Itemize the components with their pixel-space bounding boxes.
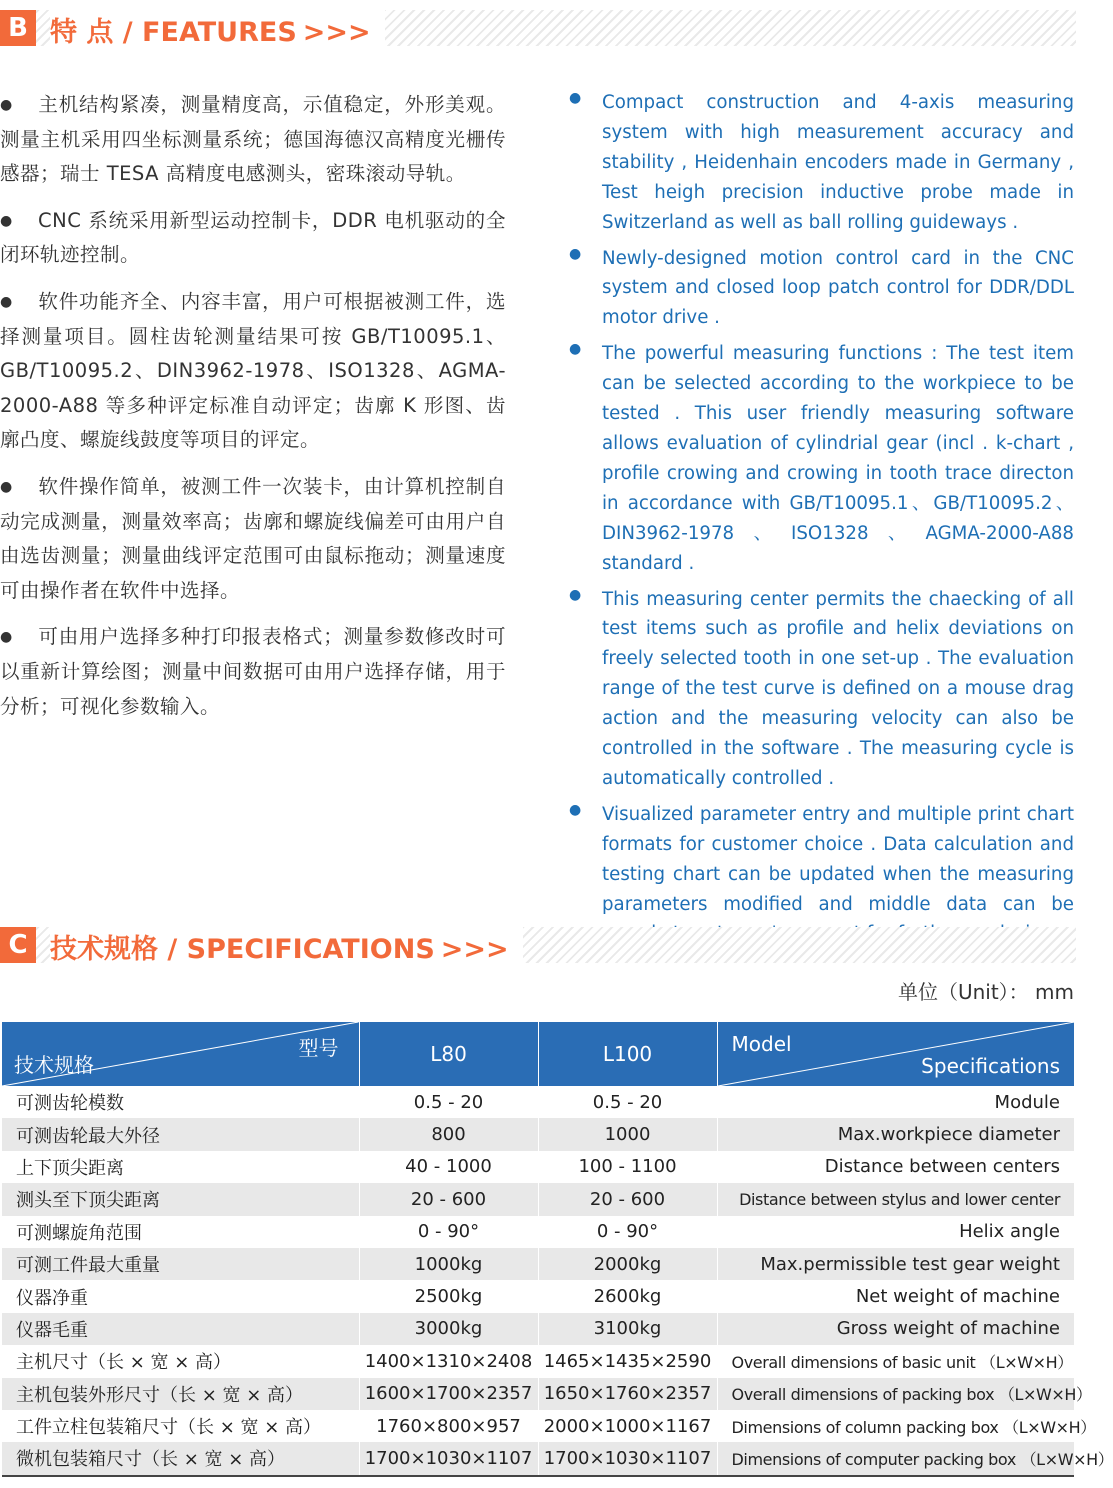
header-cn-diagonal-cell [2,1022,359,1086]
feature-cn-text: 软件操作简单，被测工件一次装卡，由计算机控制自动完成测量，测量效率高；齿廓和螺旋线偏差可由用户自由选齿测量；测量曲线评定范围可由鼠标拖动；测量速度可由操作者在软件中选择。 [0,474,506,602]
spec-l80: 0 - 90° [359,1216,538,1248]
spec-l100: 2000kg [538,1248,717,1280]
spec-en: Distance between stylus and lower center [717,1183,1074,1215]
feature-en-item [566,88,1074,238]
specs-title-arrows: >>> [440,934,509,965]
feature-en-item [566,244,1074,334]
feature-en-item [566,339,1074,578]
unit-label: 单位（Unit）： mm [897,980,1074,1004]
spec-cn: 仪器毛重 [2,1313,359,1345]
specs-section-header [0,927,1076,963]
feature-cn-text: 可由用户选择多种打印报表格式；测量参数修改时可以重新计算绘图；测量中间数据可由用户选择存储，用于分析；可视化参数输入。 [0,625,506,718]
table-row [2,1183,1074,1215]
spec-l100: 1700×1030×1107 [538,1442,717,1475]
spec-en: Overall dimensions of packing box （L×W×H） [717,1378,1074,1410]
table-row [2,1280,1074,1312]
table-row [2,1313,1074,1345]
spec-l100: 100 - 1100 [538,1151,717,1183]
spec-l100: 3100kg [538,1313,717,1345]
spec-en: Overall dimensions of basic unit （L×W×H） [717,1345,1074,1377]
spec-l80: 1600×1700×2357 [359,1378,538,1410]
features-chinese-column [0,88,506,736]
bullet-icon: ● [0,212,13,229]
spec-cn: 可测齿轮模数 [2,1086,359,1118]
spec-l80: 800 [359,1118,538,1150]
feature-cn-item [0,620,506,724]
bullet-icon: ● [569,586,582,603]
spec-l100: 1650×1760×2357 [538,1378,717,1410]
header-en-diagonal-cell [717,1022,1074,1086]
bullet-icon: ● [0,97,13,113]
spec-l100: 1465×1435×2590 [538,1345,717,1377]
header-specs-en: Specifications [921,1054,1060,1078]
spec-l100: 1000 [538,1118,717,1150]
spec-cn: 工件立柱包装箱尺寸（长 × 宽 × 高） [2,1410,359,1442]
spec-cn: 可测螺旋角范围 [2,1216,359,1248]
spec-l100: 20 - 600 [538,1183,717,1215]
bullet-icon: ● [569,90,582,106]
feature-en-item [566,585,1074,794]
spec-l80: 2500kg [359,1280,538,1312]
header-specs-cn: 技术规格 [14,1053,94,1077]
bullet-icon: ● [569,341,582,358]
table-row [2,1248,1074,1280]
spec-en: Helix angle [717,1216,1074,1248]
spec-en: Net weight of machine [717,1280,1074,1312]
specs-section-letter: C [0,927,36,963]
table-row [2,1216,1074,1248]
feature-en-text: Compact construction and 4-axis measuring system with high measurement accuracy and stability , Heidenhain encoders made in Germany , Test heigh precision inductive probe made in Switzerland as well as ball rolling guideways . [602,92,1074,233]
feature-cn-item [0,88,506,192]
spec-cn: 上下顶尖距离 [2,1151,359,1183]
spec-l80: 1000kg [359,1248,538,1280]
bullet-icon: ● [569,801,582,818]
spec-en: Max.workpiece diameter [717,1118,1074,1150]
spec-cn: 仪器净重 [2,1280,359,1312]
features-title-arrows: >>> [302,17,371,48]
spec-l80: 3000kg [359,1313,538,1345]
features-section-title [50,10,385,46]
header-model-en: Model [731,1032,792,1056]
spec-cn: 微机包装箱尺寸（长 × 宽 × 高） [2,1442,359,1475]
table-row [2,1410,1074,1442]
spec-l100: 2000×1000×1167 [538,1410,717,1442]
table-header-row [2,1022,1074,1086]
spec-l80: 1760×800×957 [359,1410,538,1442]
spec-l80: 1700×1030×1107 [359,1442,538,1475]
spec-cn: 主机尺寸（长 × 宽 × 高） [2,1345,359,1377]
header-l80: L80 [359,1022,538,1086]
specifications-table [2,1022,1113,1477]
bullet-icon: ● [0,478,13,495]
spec-l100: 2600kg [538,1280,717,1312]
bullet-icon: ● [569,245,582,262]
feature-cn-text: 软件功能齐全、内容丰富，用户可根据被测工件，选择测量项目。圆柱齿轮测量结果可按 GB/T10095.1、GB/T10095.2、DIN3962-1978、ISO1328、AGMA-2000-A88 等多种评定标准自动评定；齿廓 K 形图、齿廓凸度、螺旋线鼓度等项目的评定。 [0,289,506,452]
table-row [2,1151,1074,1183]
features-english-column [566,88,1074,955]
spec-en: Dimensions of column packing box （L×W×H） [717,1410,1074,1442]
features-title-text: 特 点 / FEATURES [50,17,297,48]
header-l100: L100 [538,1022,717,1086]
spec-l80: 0.5 - 20 [359,1086,538,1118]
spec-l100: 0.5 - 20 [538,1086,717,1118]
spec-l80: 1400×1310×2408 [359,1345,538,1377]
feature-cn-text: 主机结构紧凑，测量精度高，示值稳定，外形美观。测量主机采用四坐标测量系统；德国海德汉高精度光栅传感器；瑞士 TESA 高精度电感测头，密珠滚动导轨。 [0,93,506,186]
table-row [2,1118,1074,1150]
feature-cn-item [0,204,506,273]
table-row [2,1345,1074,1377]
header-model-cn: 型号 [298,1036,339,1060]
spec-en: Gross weight of machine [717,1313,1074,1345]
table-row [2,1442,1074,1475]
spec-en: Dimensions of computer packing box （L×W×H） [717,1442,1074,1475]
features-section-letter: B [0,10,36,46]
feature-en-text: Visualized parameter entry and multiple print chart formats for customer choice . Data calculation and testing chart can be updated when the measuring parameters modified and middle data can be [602,803,1074,915]
spec-cn: 主机包装外形尺寸（长 × 宽 × 高） [2,1378,359,1410]
spec-en: Distance between centers [717,1151,1074,1183]
bullet-icon: ● [0,293,13,310]
spec-l80: 20 - 600 [359,1183,538,1215]
feature-cn-item [0,470,506,608]
features-section-header [0,10,1076,46]
spec-l80: 40 - 1000 [359,1151,538,1183]
feature-en-text: Newly-designed motion control card in the CNC system and closed loop patch control for DDR/DDL motor drive . [602,247,1074,329]
feature-cn-text: CNC 系统采用新型运动控制卡，DDR 电机驱动的全闭环轨迹控制。 [0,208,506,267]
feature-cn-item [0,285,506,458]
spec-l100: 0 - 90° [538,1216,717,1248]
feature-en-text: The powerful measuring functions : The test item can be selected according to the workpiece to be tested . This user friendly measuring software allows evaluation of cylindrial gear (incl . k-chart , profile crowing and crowing in tooth trace directon in accordance with GB/T10095.1、GB/T10095.2、DIN3962-1978、ISO1328、AGMA-2000-A88 standard . [602,343,1074,574]
spec-cn: 可测齿轮最大外径 [2,1118,359,1150]
spec-cn: 测头至下顶尖距离 [2,1183,359,1215]
spec-en: Max.permissible test gear weight [717,1248,1074,1280]
feature-en-text: This measuring center permits the chaecking of all test items such as profile and helix deviations on freely selected tooth in one set-up . The evaluation range of the test curve is defined on a mouse drag action and the measuring velocity can also be controlled in the software . The measuring cycle is automatically controlled . [602,588,1074,789]
bullet-icon: ● [0,629,13,646]
spec-cn: 可测工件最大重量 [2,1248,359,1280]
specs-title-text: 技术规格 / SPECIFICATIONS [50,934,435,965]
spec-en: Module [717,1086,1074,1118]
specs-section-title [50,927,523,963]
table-row [2,1378,1074,1410]
table-row [2,1086,1074,1118]
